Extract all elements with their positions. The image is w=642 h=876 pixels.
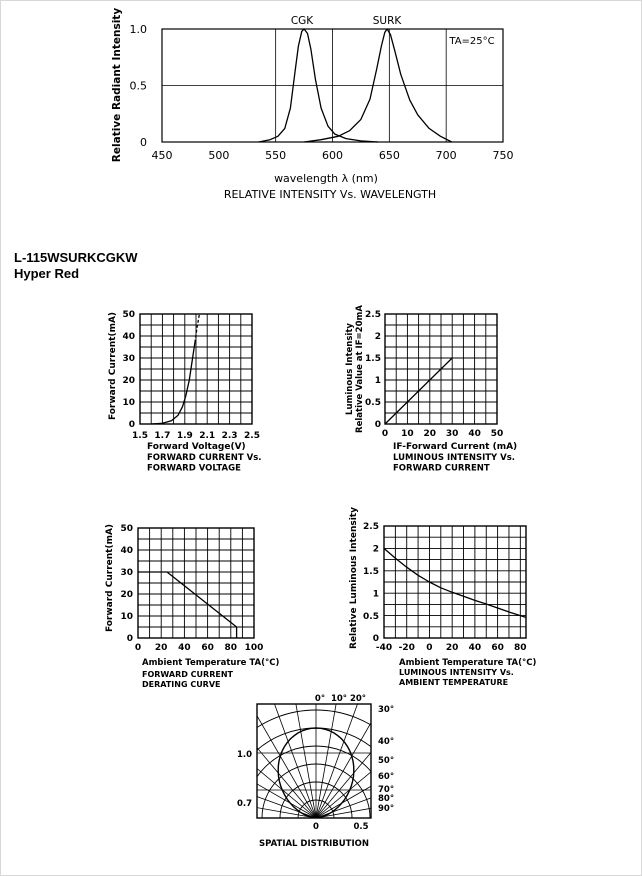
y-tick-label: 2.5: [365, 310, 381, 321]
angle-label: 90°: [378, 804, 395, 814]
chart-title: FORWARD CURRENT: [393, 463, 490, 474]
y-tick-label: 1.5: [363, 567, 379, 578]
x-tick-label: 0: [381, 429, 389, 439]
x-tick-label: 500: [208, 149, 230, 162]
y-tick-label: 2: [374, 332, 381, 343]
x-tick-label: 600: [322, 149, 343, 162]
x-tick-label: 1.7: [154, 431, 171, 441]
y-axis-label: Relative Radiant Intensity: [111, 7, 123, 163]
radial-label: 1.0: [236, 750, 252, 760]
y-tick-label: 10: [120, 612, 133, 623]
x-tick-label: 550: [265, 149, 287, 162]
x-tick-label: 20: [154, 643, 168, 653]
x-tick-label: 2.5: [244, 431, 260, 441]
x-axis-label: Forward Voltage(V): [147, 442, 246, 452]
angle-label: 20°: [349, 694, 367, 704]
x-tick-label: 0: [426, 643, 433, 653]
y-tick-label: 0: [140, 136, 147, 149]
x-tick-label: 80: [514, 643, 527, 653]
y-tick-label: 20: [120, 590, 133, 601]
y-tick-label: 50: [122, 310, 135, 321]
chart-title: RELATIVE INTENSITY Vs. WAVELENGTH: [223, 188, 437, 201]
x-tick-label: 10: [401, 429, 414, 439]
x-tick-label: 50: [490, 429, 504, 439]
x-axis-label: wavelength λ (nm): [274, 172, 378, 185]
x-tick-label: 30: [445, 429, 459, 439]
x-tick-label: 60: [201, 643, 214, 653]
temperature-annotation: TA=25°C: [449, 36, 495, 47]
y-tick-label: 0.5: [365, 398, 381, 409]
x-tick-label: 20: [445, 643, 459, 653]
y-axis-label: Luminous Intensity: [345, 323, 355, 415]
y-tick-label: 2: [372, 544, 379, 555]
series-label-cgk: CGK: [290, 15, 314, 27]
x-axis-label: Ambient Temperature TA(°C): [399, 658, 537, 668]
y-tick-label: 10: [122, 398, 135, 409]
y-tick-label: 0: [372, 634, 379, 645]
y-axis-label: Forward Current(mA): [108, 311, 118, 421]
y-tick-label: 30: [122, 354, 135, 365]
angle-label: 80°: [378, 794, 395, 804]
x-tick-label: 40: [178, 643, 191, 653]
radial-label: 0.7: [236, 799, 252, 809]
angle-label: 60°: [378, 772, 395, 782]
x-axis-label: IF-Forward Current (mA): [393, 442, 518, 452]
angle-label: 40°: [378, 737, 395, 747]
y-tick-label: 40: [120, 546, 133, 557]
y-tick-label: 1.5: [365, 354, 381, 365]
angle-label: 70°: [378, 785, 395, 795]
y-tick-label: 2.5: [363, 522, 379, 533]
chart-title: LUMINOUS INTENSITY Vs.: [393, 453, 516, 463]
x-tick-label: 2.3: [221, 431, 238, 441]
y-tick-label: 50: [120, 524, 133, 535]
y-tick-label: 1: [372, 589, 379, 600]
part-color: Hyper Red: [14, 266, 80, 281]
x-tick-label: 40: [468, 643, 482, 653]
series-label-surk: SURK: [372, 15, 402, 27]
x-tick-label: -40: [375, 643, 393, 653]
plot-frame: [257, 704, 371, 818]
y-tick-label: 30: [120, 568, 133, 579]
x-tick-label: 450: [151, 149, 173, 162]
chart-title: FORWARD CURRENT: [142, 670, 233, 679]
bottom-label: 0.5: [353, 822, 369, 832]
angle-label: 30°: [378, 705, 395, 715]
y-tick-label: 0.5: [129, 79, 147, 93]
x-tick-label: 2.1: [199, 431, 216, 441]
chart-title: FORWARD CURRENT Vs.: [147, 453, 262, 463]
series-line-lum_temp-intensity: [384, 548, 526, 617]
series-line-iv-solid: [151, 343, 195, 424]
y-tick-label: 0.5: [363, 611, 379, 622]
x-tick-label: 700: [435, 149, 457, 162]
x-tick-label: 60: [491, 643, 504, 653]
y-tick-label: 0: [374, 420, 381, 431]
x-tick-label: 750: [492, 149, 514, 162]
y-tick-label: 1.0: [129, 23, 147, 36]
chart-title: SPATIAL DISTRIBUTION: [259, 839, 369, 849]
x-tick-label: 1.5: [132, 431, 148, 441]
part-number: L-115WSURKCGKW: [14, 250, 138, 265]
y-tick-label: 1: [374, 376, 381, 387]
x-axis-label: Ambient Temperature TA(°C): [142, 658, 280, 668]
x-tick-label: 1.9: [176, 431, 193, 441]
x-tick-label: 80: [224, 643, 238, 653]
x-tick-label: 650: [378, 149, 400, 162]
y-tick-label: 20: [122, 376, 135, 387]
angle-label: 10°: [330, 694, 348, 704]
y-axis-label: Relative Luminous Intensity: [349, 507, 359, 649]
y-axis-label: Relative Value at IF=20mA: [355, 305, 365, 433]
x-tick-label: -20: [398, 643, 415, 653]
angle-label: 0°: [314, 694, 326, 704]
x-tick-label: 20: [423, 429, 437, 439]
chart-title: DERATING CURVE: [142, 680, 221, 689]
bottom-label: 0: [313, 822, 319, 832]
x-tick-label: 100: [244, 643, 264, 653]
x-tick-label: 40: [468, 429, 481, 439]
chart-title: FORWARD VOLTAGE: [147, 463, 241, 474]
y-tick-label: 0: [128, 420, 135, 431]
y-tick-label: 0: [126, 634, 133, 645]
y-tick-label: 40: [122, 332, 135, 343]
chart-title: AMBIENT TEMPERATURE: [399, 678, 509, 687]
chart-title: LUMINOUS INTENSITY Vs.: [399, 668, 514, 677]
angle-label: 50°: [378, 756, 395, 766]
x-tick-label: 0: [134, 643, 142, 653]
y-axis-label: Forward Current(mA): [105, 523, 115, 633]
